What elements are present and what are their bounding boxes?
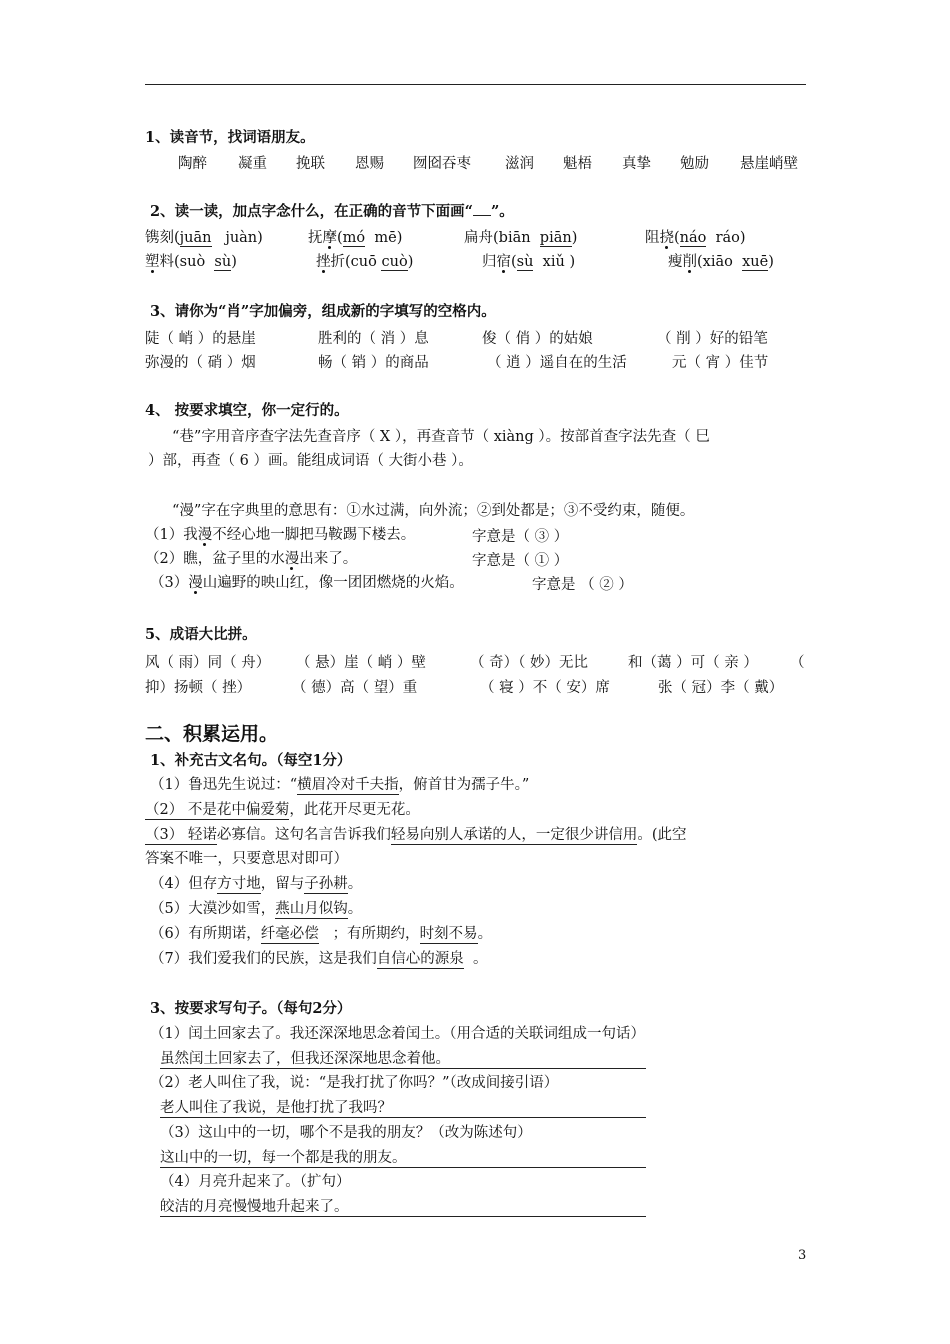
q4-item-text: 山遍野的映山红，像一团团燃烧的火焰。	[202, 575, 464, 591]
header-rule	[145, 84, 806, 85]
paren: )	[739, 230, 746, 246]
q4-item-text: 出来了。	[299, 551, 358, 567]
pinyin-option: ráo	[715, 230, 740, 246]
q4-item-meaning: 字意是（ ① ）	[472, 553, 569, 569]
q4-item-text: 不经心地一脚把马鞍踢下楼去。	[212, 527, 416, 543]
q2-dotted-char: 挫	[316, 254, 331, 270]
q2-title	[150, 202, 514, 222]
q4-item-text: （2）瞧，盆子里的水	[145, 551, 285, 567]
q2-item	[145, 226, 263, 247]
q2-dotted-char: 摩	[322, 230, 337, 246]
quote-text: 。	[477, 926, 493, 942]
q5-idiom: 张（ 冠）李（ 戴）	[658, 680, 784, 696]
quote-answer: （2） 不是花中偏爱菊	[145, 802, 290, 818]
q4-item	[150, 573, 464, 593]
pinyin-option: xiǔ	[542, 254, 565, 270]
sentence-answer-text: 这山中的一切，每一个都是我的朋友。	[160, 1149, 646, 1168]
pinyin-correct: sù	[214, 254, 232, 270]
quote-line	[150, 899, 362, 919]
pinyin-option: suò	[179, 254, 206, 270]
quote-line	[150, 949, 487, 969]
quote-text: （6）有所期诺，	[150, 926, 261, 942]
quote-line	[145, 800, 420, 820]
q5-idiom: （	[790, 655, 805, 671]
quote-line	[145, 825, 687, 845]
quote-answer: 横眉冷对千夫指	[297, 777, 399, 793]
q3-title: 3、请你为“肖”字加偏旁，组成新的字填写的空格内。	[150, 303, 496, 320]
quote-answer: 自信心的源泉	[376, 951, 464, 967]
q2-item	[482, 250, 575, 271]
q4-dotted-char: 漫	[188, 575, 203, 591]
sentence-answer	[160, 1098, 646, 1118]
q5-idiom: 和（蔼 ）可（ 亲 ）	[628, 655, 758, 671]
section-heading: 二、积累运用。	[145, 723, 279, 745]
quote-text: （7）我们爱我们的民族，这是我们	[150, 951, 377, 967]
q1-word: 凝重	[238, 156, 267, 172]
q5-title: 5、成语大比拼。	[145, 626, 257, 643]
q2-word-char: 阻	[645, 230, 660, 246]
paren: (	[493, 230, 499, 246]
q2-word-char: 折	[330, 254, 345, 270]
paren: (	[174, 254, 180, 270]
q2-item	[145, 250, 237, 271]
q4-p1-line2: ）部，再查（ 6 ）画。能组成词语（ 大街小巷 ）。	[148, 453, 473, 469]
q4-p2-intro: “漫”字在字典里的意思有：①水过满，向外流；②到处都是；③不受约束，随便。	[172, 503, 695, 519]
paren: (	[697, 254, 703, 270]
paren: (	[337, 230, 343, 246]
quote-answer: 方寸地	[217, 876, 261, 892]
q2-item	[645, 226, 746, 247]
q5-idiom: 抑）扬顿（ 挫）	[145, 680, 252, 696]
q4-title: 4、 按要求填空，你一定行的。	[145, 402, 349, 419]
quote-line	[150, 775, 529, 795]
q1-word: 魁梧	[563, 156, 592, 172]
q2-word-char: 扁	[464, 230, 479, 246]
quote-text: 。	[347, 901, 363, 917]
q3-item: 畅（ 销 ）的商品	[318, 355, 429, 371]
q4-item	[145, 525, 415, 545]
q4-dotted-char: 漫	[284, 551, 300, 567]
q5-idiom: （ 德）高（ 望）重	[292, 680, 418, 696]
q2-word-char: 刻	[159, 230, 174, 246]
s2-sub3-title: 3、按要求写句子。（每句2分）	[150, 1000, 352, 1017]
paren: )	[231, 254, 237, 270]
quote-text: ；有所期约，	[332, 926, 420, 942]
sentence-answer-text: 皎洁的月亮慢慢地升起来了。	[160, 1198, 646, 1217]
pinyin-correct: cuò	[381, 254, 408, 270]
q5-idiom: 风（ 雨）同（ 舟）	[145, 655, 271, 671]
quote-text: 必寡信。这句名言告诉我们	[216, 827, 391, 843]
sentence-answer	[160, 1148, 646, 1168]
q2-word-char: 舟	[478, 230, 493, 246]
paren: )	[768, 254, 774, 270]
q2-dotted-char: 塑	[145, 254, 160, 270]
sentence-answer-text: 虽然闰土回家去了，但我还深深地思念着他。	[160, 1050, 646, 1069]
sentence-answer-text: 老人叫住了我说，是他打扰了我吗？	[160, 1099, 646, 1118]
sentence-answer	[160, 1049, 646, 1069]
q2-item	[308, 226, 402, 247]
quote-answer: （3） 轻诺	[145, 827, 217, 843]
q2-dotted-char: 宿	[496, 254, 511, 270]
sentence-question: （2）老人叫住了我，说：“是我打扰了你吗？”（改成间接引语）	[150, 1075, 559, 1091]
quote-text: （1）鲁迅先生说过：“	[150, 777, 298, 793]
pinyin-option: xiāo	[702, 254, 733, 270]
q2-title-underline-sample	[473, 215, 491, 216]
sentence-question: （4）月亮升起来了。（扩句）	[160, 1174, 351, 1190]
quote-text: 。	[472, 951, 488, 967]
quote-text: 。	[347, 876, 363, 892]
s2-sub1-title: 1、补充古文名句。（每空1分）	[150, 752, 352, 769]
pinyin-option: juàn	[225, 230, 258, 246]
pinyin-correct: mó	[342, 230, 366, 246]
quote-text: ，俯首甘为孺子牛。”	[398, 777, 530, 793]
pinyin-correct: sù	[516, 254, 534, 270]
pinyin-correct: piān	[539, 230, 572, 246]
paren: (	[174, 230, 180, 246]
quote-answer: 轻易向别人承诺的人，一定很少讲信用	[390, 827, 638, 843]
q1-title: 1、读音节，找词语朋友。	[145, 129, 315, 146]
q4-item-text: （3）	[150, 575, 189, 591]
quote-text: （5）大漠沙如雪，	[150, 901, 276, 917]
paren: (	[345, 254, 351, 270]
q5-idiom: （ 悬）崖（ 峭 ）壁	[296, 655, 426, 671]
q2-word-char: 归	[482, 254, 497, 270]
q2-title-end: ”。	[490, 203, 514, 220]
quote-note: 答案不唯一，只要意思对即可）	[145, 851, 348, 867]
q3-item: 胜利的（ 消 ）息	[318, 331, 429, 347]
q4-p1-line1: “巷”字用音序查字法先查音序（ X ），再查音节（ xiàng ）。按部首查字法先查（ 巳	[172, 429, 710, 445]
q2-word-char: 镌	[145, 230, 160, 246]
quote-answer: 纤毫必偿	[260, 926, 319, 942]
q4-item-meaning: 字意是（ ③ ）	[472, 529, 569, 545]
quote-line	[150, 874, 362, 894]
q2-word-char: 料	[159, 254, 174, 270]
q5-idiom: （ 奇）（ 妙）无比	[470, 655, 588, 671]
quote-text: ，此花开尽更无花。	[289, 802, 420, 818]
quote-text: （4）但存	[150, 876, 218, 892]
q2-dotted-char: 挠	[659, 230, 674, 246]
q4-item-meaning: 字意是 （ ② ）	[532, 577, 633, 593]
pinyin-option: biān	[498, 230, 531, 246]
q1-word: 真挚	[622, 156, 651, 172]
q4-item	[145, 549, 357, 569]
q3-item: （ 削 ）好的铅笔	[657, 331, 768, 347]
q3-item: 元（ 宵 ）佳节	[672, 355, 769, 371]
paren: )	[571, 230, 578, 246]
q2-title-text: 2、读一读，加点字念什么，在正确的音节下面画“	[150, 203, 473, 220]
q4-dotted-char: 漫	[197, 527, 213, 543]
q3-item: 弥漫的（ 硝 ）烟	[145, 355, 256, 371]
q2-word-char: 抚	[308, 230, 323, 246]
q3-item: 俊（ 俏 ）的姑娘	[482, 331, 593, 347]
sentence-question: （1）闰土回家去了。我还深深地思念着闰土。（用合适的关联词组成一句话）	[150, 1026, 645, 1042]
quote-line	[150, 924, 492, 944]
paren: )	[569, 254, 576, 270]
q1-word: 恩赐	[355, 156, 384, 172]
pinyin-option: cuō	[350, 254, 377, 270]
paren: )	[257, 230, 263, 246]
page-number: 3	[798, 1248, 807, 1263]
sentence-question: （3）这山中的一切，哪个不是我的朋友？（改为陈述句）	[160, 1125, 532, 1141]
q2-item	[464, 226, 577, 247]
q1-word: 滋润	[505, 156, 534, 172]
quote-text: ，留与	[260, 876, 305, 892]
pinyin-option: mē	[374, 230, 397, 246]
q1-word: 挽联	[296, 156, 325, 172]
q2-item	[316, 250, 413, 271]
q1-word: 陶醉	[178, 156, 207, 172]
quote-answer: 子孙耕	[304, 876, 348, 892]
q2-dotted-char: 削	[682, 254, 697, 270]
pinyin-correct: náo	[679, 230, 707, 246]
quote-text: 。(此空	[637, 827, 687, 843]
q3-item: （ 逍 ）遥自在的生活	[487, 355, 627, 371]
sentence-answer	[160, 1197, 646, 1217]
q1-word: 勉励	[680, 156, 709, 172]
paren: (	[674, 230, 680, 246]
q2-item	[668, 250, 774, 271]
q3-item: 陡（ 峭 ）的悬崖	[145, 331, 256, 347]
pinyin-correct: xuē	[742, 254, 769, 270]
paren: )	[407, 254, 414, 270]
pinyin-correct: juān	[179, 230, 212, 246]
q5-idiom: （ 寝 ）不（ 安）席	[480, 680, 610, 696]
quote-answer: 时刻不易	[419, 926, 478, 942]
paren: (	[511, 254, 517, 270]
q1-word: 悬崖峭壁	[740, 156, 798, 172]
quote-answer: 燕山月似钩	[275, 901, 348, 917]
paren: )	[396, 230, 403, 246]
q1-word: 囫囵吞枣	[413, 156, 471, 172]
q4-item-text: （1）我	[145, 527, 198, 543]
q2-word-char: 瘦	[668, 254, 683, 270]
